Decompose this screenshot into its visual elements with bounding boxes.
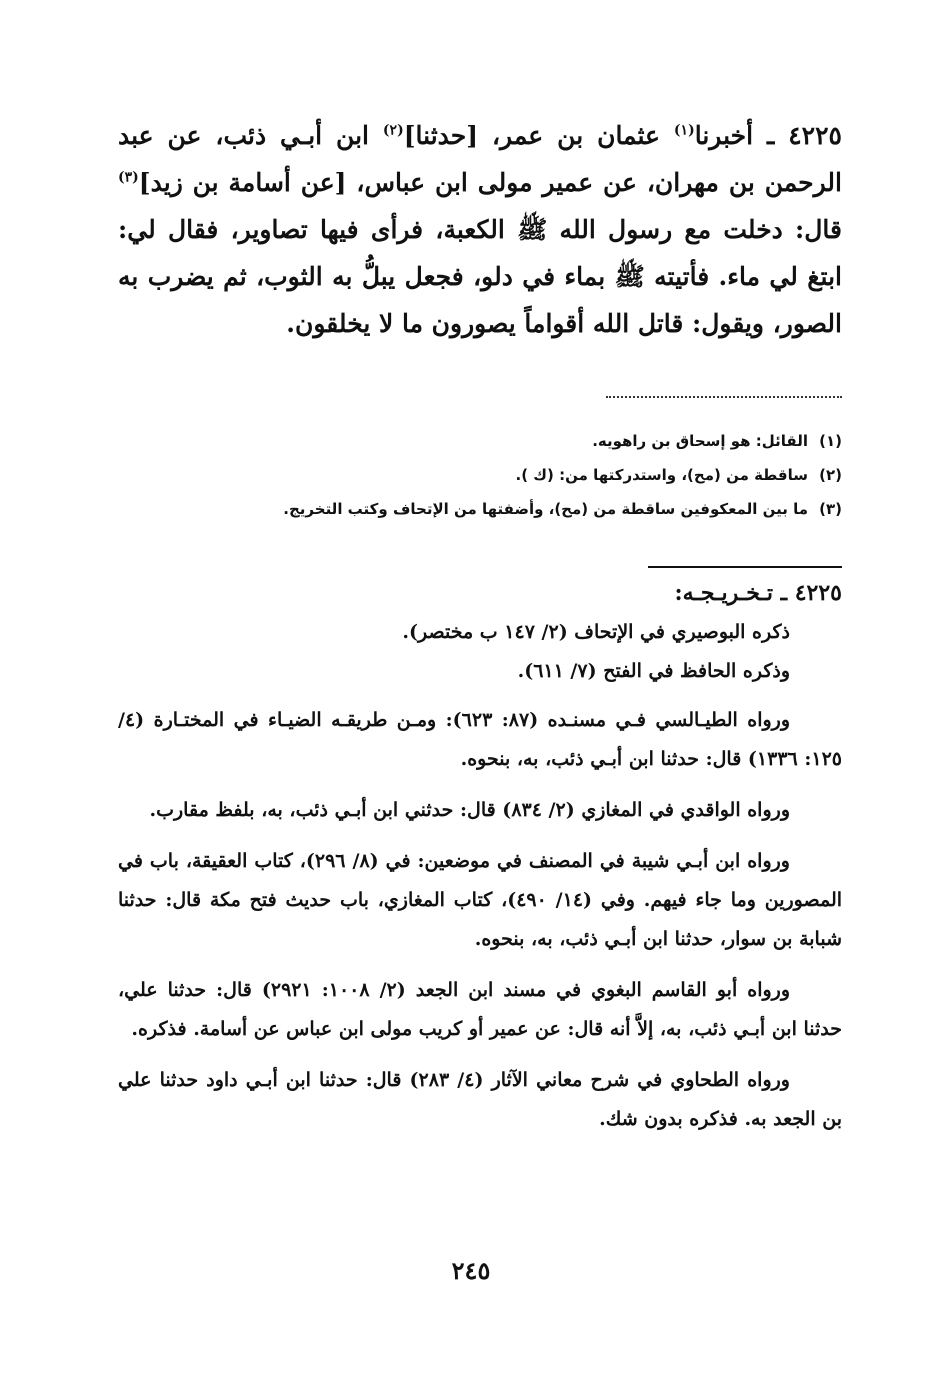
footnote-text: ساقطة من (مح)، واستدركتها من: (ك ). (515, 466, 808, 484)
takhrij-line: ورواه ابن أبـي شيبة في المصنف في موضعين: في (٨/ ٢٩٦)، كتاب العقيقة، باب في المصورين وما جاء فيهم. وفي (١٤/ ٤٩٠)، كتاب المغازي، باب حديث فتح مكة قال: حدثنا شبابة بن سوار، حدثنا ابن أبـي ذئب، به، بنحوه. (118, 850, 843, 950)
footnote-number: (٣) (819, 500, 842, 518)
takhrij-line: ورواه أبو القاسم البغوي في مسند ابن الجعد (٢/ ١٠٠٨: ٢٩٢١) قال: حدثنا علي، حدثنا ابن أبـي ذئب، به، إلاَّ أنه قال: عن عمير أو كريب مولى ابن عباس عن أسامة. فذكره. (118, 979, 842, 1040)
footnote-text: القائل: هو إسحاق بن راهويه. (592, 432, 808, 450)
footnote-number: (٢) (819, 466, 842, 484)
footnote-separator (606, 396, 842, 398)
takhrij-heading: ٤٢٢٥ ـ تـخـريـجـه: (674, 580, 842, 606)
footnote-item (118, 458, 842, 492)
footnote-item (118, 424, 842, 458)
footnote-marker-3[interactable]: (٣) (118, 169, 139, 186)
footnote-number: (١) (819, 432, 842, 450)
footnote-marker-1[interactable]: (١) (673, 122, 695, 139)
takhrij-line: ورواه الطيـالسي فـي مسنـده (٨٧: ٦٢٣): ومـن طريقـه الضيـاء في المختـارة (٤/ ١٢٥: ١٣٣٦) قال: حدثنا ابن أبـي ذئب، به، بنحوه. (118, 709, 842, 770)
hadith-dash: ـ (766, 121, 775, 150)
hadith-part-3: ابن أبـي ذئب، عن عبد الرحمن بن مهران، عن عمير مولى ابن عباس، [عن أسامة بن زيد] (118, 121, 842, 197)
footnote-marker-2[interactable]: (٢) (382, 122, 404, 139)
takhrij-line: ورواه الواقدي في المغازي (٢/ ٨٣٤) قال: حدثني ابن أبـي ذئب، به، بلفظ مقارب. (149, 799, 790, 821)
takhrij-line: ورواه الطحاوي في شرح معاني الآثار (٤/ ٢٨٣) قال: حدثنا ابن أبـي داود حدثنا علي بن الجعد به. فذكره بدون شك. (118, 1069, 842, 1130)
hadith-part-1: أخبرنا (694, 121, 754, 150)
hadith-number: ٤٢٢٥ (788, 121, 842, 150)
takhrij-line: ذكره البوصيري في الإتحاف (٢/ ١٤٧ ب مختصر). (402, 621, 790, 643)
hadith-part-4: قال: دخلت مع رسول الله ﷺ الكعبة، فرأى فيها تصاوير، فقال لي: ابتغ لي ماء. فأتيته ﷺ بماء في دلو، فجعل يبلُّ به الثوب، ثم يضرب به الصور، ويقول: قاتل الله أقواماً يصورون ما لا يخلقون. (118, 215, 842, 338)
footnote-text: ما بين المعكوفين ساقطة من (مح)، وأضفتها من الإتحاف وكتب التخريج. (283, 500, 808, 518)
takhrij-section (118, 574, 842, 1151)
section-separator (648, 566, 842, 568)
footnote-item (118, 492, 842, 526)
page-number: ٢٤٥ (451, 1256, 491, 1285)
hadith-text (118, 112, 842, 347)
takhrij-line: وذكره الحافظ في الفتح (٧/ ٦١١). (517, 660, 790, 682)
footnotes-list (118, 424, 842, 526)
hadith-part-2: عثمان بن عمر، [حدثنا] (403, 121, 660, 150)
